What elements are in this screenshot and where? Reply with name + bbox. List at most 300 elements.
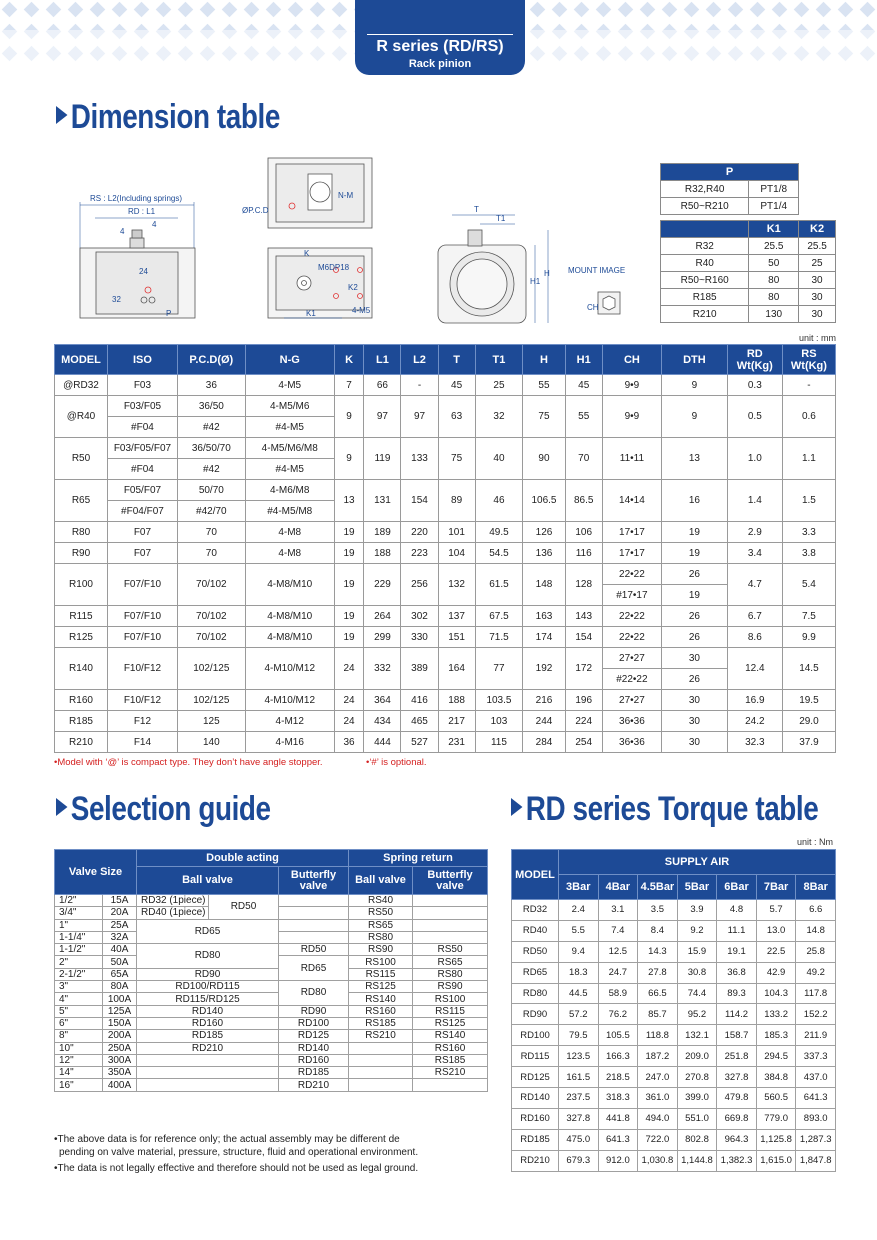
dimension-cell: R185 — [55, 711, 108, 732]
dimension-cell: #F04 — [107, 417, 177, 438]
dimension-cell: #4-M5/M8 — [245, 501, 334, 522]
dimension-cell: 3.8 — [782, 543, 835, 564]
torque-value-cell: 114.2 — [717, 1004, 757, 1025]
dimension-cell: 217 — [438, 711, 475, 732]
dimension-cell: 189 — [364, 522, 401, 543]
torque-value-cell: 6.6 — [796, 900, 836, 921]
dim-header: RS Wt(Kg) — [782, 345, 835, 375]
dimension-cell: 332 — [364, 648, 401, 690]
torque-value-cell: 3.1 — [598, 900, 638, 921]
dimension-row — [55, 480, 836, 501]
torque-row — [512, 1150, 836, 1171]
dimension-cell: 264 — [364, 606, 401, 627]
dimension-cell: 19 — [662, 585, 728, 606]
torque-value-cell: 166.3 — [598, 1046, 638, 1067]
dimension-cell: 40 — [475, 438, 523, 480]
dimension-cell: 527 — [401, 732, 438, 753]
dimension-cell: 16.9 — [727, 690, 782, 711]
dimension-cell: 26 — [662, 669, 728, 690]
torque-value-cell: 399.0 — [677, 1088, 717, 1109]
dimension-cell: #22•22 — [602, 669, 661, 690]
dimension-cell: 364 — [364, 690, 401, 711]
dimension-cell: 36 — [334, 732, 364, 753]
torque-row — [512, 920, 836, 941]
dimension-cell: #F04/F07 — [107, 501, 177, 522]
torque-value-cell: 14.8 — [796, 920, 836, 941]
label-k1: K1 — [306, 309, 316, 318]
dimension-cell: 90 — [523, 438, 565, 480]
dimension-cell: 29.0 — [782, 711, 835, 732]
torque-value-cell: 11.1 — [717, 920, 757, 941]
series-title: R series (RD/RS) — [376, 38, 504, 55]
k-header: K2 — [799, 221, 836, 238]
dimension-cell: 66 — [364, 375, 401, 396]
torque-value-cell: 95.2 — [677, 1004, 717, 1025]
dimension-cell: 216 — [523, 690, 565, 711]
dimension-row — [55, 690, 836, 711]
torque-value-cell: 327.8 — [559, 1108, 599, 1129]
dimension-cell: 4-M8 — [245, 522, 334, 543]
dimension-cell: 86.5 — [565, 480, 602, 522]
torque-value-cell: 85.7 — [638, 1004, 678, 1025]
label-rs-l2: RS : L2(Including springs) — [90, 194, 183, 203]
dimension-cell: 188 — [438, 690, 475, 711]
torque-value-cell: 4.8 — [717, 900, 757, 921]
dimension-cell: 137 — [438, 606, 475, 627]
triangle-bullet-icon — [511, 798, 522, 816]
dimension-cell: 1.1 — [782, 438, 835, 480]
note-compact: •Model with ‘@’ is compact type. They don’t have angle stopper. — [54, 757, 323, 768]
dimension-row — [55, 375, 836, 396]
torque-value-cell: 9.4 — [559, 941, 599, 962]
dimension-cell: 26 — [662, 564, 728, 585]
bar-header: 4Bar — [598, 875, 638, 900]
dimension-cell: 75 — [523, 396, 565, 438]
torque-value-cell: 24.7 — [598, 962, 638, 983]
dimension-cell: 77 — [475, 648, 523, 690]
label-t1: T1 — [496, 214, 506, 223]
dimension-heading — [56, 98, 280, 137]
torque-model-header: MODEL — [512, 850, 559, 900]
dimension-cell: 17•17 — [602, 543, 661, 564]
torque-model-cell: RD115 — [512, 1046, 559, 1067]
dimension-cell: 154 — [565, 627, 602, 648]
label-h: H — [544, 269, 550, 278]
dimension-cell: 224 — [565, 711, 602, 732]
dimension-cell: 22•22 — [602, 627, 661, 648]
dimension-cell: 19 — [334, 606, 364, 627]
torque-value-cell: 209.0 — [677, 1046, 717, 1067]
torque-value-cell: 1,030.8 — [638, 1150, 678, 1171]
dimension-cell: R115 — [55, 606, 108, 627]
label-k: K — [304, 249, 310, 258]
dimension-cell: 19 — [662, 522, 728, 543]
dimension-cell: 24 — [334, 648, 364, 690]
dimension-cell: 9 — [334, 396, 364, 438]
dimension-cell: 465 — [401, 711, 438, 732]
dimension-row — [55, 522, 836, 543]
dimension-cell: R100 — [55, 564, 108, 606]
dimension-cell: 103.5 — [475, 690, 523, 711]
dim-header: K — [334, 345, 364, 375]
torque-value-cell: 1,125.8 — [756, 1129, 796, 1150]
label-h1: H1 — [530, 277, 541, 286]
butterfly-valve-header: Butterfly valve — [413, 867, 488, 895]
torque-value-cell: 1,847.8 — [796, 1150, 836, 1171]
bar-header: 3Bar — [559, 875, 599, 900]
torque-value-cell: 58.9 — [598, 983, 638, 1004]
dimension-cell: 36•36 — [602, 711, 661, 732]
dimension-cell: 4-M5 — [245, 375, 334, 396]
dimension-cell: 46 — [475, 480, 523, 522]
dimension-cell: 12.4 — [727, 648, 782, 690]
dimension-cell: F07/F10 — [107, 564, 177, 606]
dimension-cell: 26 — [662, 627, 728, 648]
dimension-cell: 302 — [401, 606, 438, 627]
dimension-cell: @R40 — [55, 396, 108, 438]
torque-model-cell: RD100 — [512, 1025, 559, 1046]
torque-value-cell: 802.8 — [677, 1129, 717, 1150]
dimension-cell: 13 — [662, 438, 728, 480]
torque-row — [512, 983, 836, 1004]
label-rd-l1: RD : L1 — [128, 207, 156, 216]
dimension-cell: 89 — [438, 480, 475, 522]
dimension-cell: 416 — [401, 690, 438, 711]
torque-value-cell: 42.9 — [756, 962, 796, 983]
dimension-cell: 9•9 — [602, 396, 661, 438]
label-p: P — [166, 309, 172, 318]
dim-header: T1 — [475, 345, 523, 375]
torque-value-cell: 133.2 — [756, 1004, 796, 1025]
dim-header: P.C.D(Ø) — [177, 345, 245, 375]
dimension-cell: 4-M6/M8 — [245, 480, 334, 501]
dimension-cell: 49.5 — [475, 522, 523, 543]
dimension-cell: 32 — [475, 396, 523, 438]
dimension-cell: 4-M8/M10 — [245, 606, 334, 627]
label-pcd: ØP.C.D — [242, 206, 269, 215]
dimension-cell: #42 — [177, 459, 245, 480]
torque-value-cell: 49.2 — [796, 962, 836, 983]
torque-value-cell: 8.4 — [638, 920, 678, 941]
dimension-cell: 30 — [662, 732, 728, 753]
bar-header: 5Bar — [677, 875, 717, 900]
torque-model-cell: RD50 — [512, 941, 559, 962]
torque-value-cell: 3.9 — [677, 900, 717, 921]
torque-value-cell: 118.8 — [638, 1025, 678, 1046]
dimension-cell: 63 — [438, 396, 475, 438]
torque-value-cell: 7.4 — [598, 920, 638, 941]
dimension-cell: - — [401, 375, 438, 396]
torque-value-cell: 384.8 — [756, 1067, 796, 1088]
torque-row — [512, 1088, 836, 1109]
dimension-cell: 132 — [438, 564, 475, 606]
dimension-cell: 45 — [565, 375, 602, 396]
dimension-cell: 1.4 — [727, 480, 782, 522]
dimension-cell: 54.5 — [475, 543, 523, 564]
p-k-table: P R32,R40 PT1/8 R50~R210 PT1/4 K1 K2 R32 25.5 25.5 R40 50 25 R50~R160 80 30 R185 80 30 R210 130 30 — [660, 163, 836, 323]
k-header: K1 — [749, 221, 799, 238]
dimension-cell: 13 — [334, 480, 364, 522]
dimension-cell: 4.7 — [727, 564, 782, 606]
triangle-bullet-icon — [56, 798, 67, 816]
dimension-cell: #4-M5 — [245, 459, 334, 480]
ball-valve-header: Ball valve — [349, 867, 413, 895]
torque-value-cell: 57.2 — [559, 1004, 599, 1025]
torque-value-cell: 132.1 — [677, 1025, 717, 1046]
dimension-cell: 6.7 — [727, 606, 782, 627]
dimension-cell: 0.6 — [782, 396, 835, 438]
torque-row — [512, 1046, 836, 1067]
selection-note-1a: •The above data is for reference only; the actual assembly may be different de — [54, 1134, 400, 1145]
bar-header: 4.5Bar — [638, 875, 678, 900]
dimension-cell: 4-M16 — [245, 732, 334, 753]
torque-value-cell: 641.3 — [598, 1129, 638, 1150]
torque-value-cell: 294.5 — [756, 1046, 796, 1067]
label-nm: N-M — [338, 191, 354, 200]
double-acting-header: Double acting — [137, 850, 349, 867]
dimension-cell: 188 — [364, 543, 401, 564]
dimension-cell: 11•11 — [602, 438, 661, 480]
dimension-cell: 71.5 — [475, 627, 523, 648]
selection-title: Selection guide — [70, 790, 271, 828]
dimension-cell: @RD32 — [55, 375, 108, 396]
torque-value-cell: 27.8 — [638, 962, 678, 983]
torque-row — [512, 900, 836, 921]
dimension-cell: 14•14 — [602, 480, 661, 522]
selection-heading — [56, 790, 271, 829]
dimension-cell: 37.9 — [782, 732, 835, 753]
p-cell: PT1/8 — [749, 181, 799, 198]
dimension-cell: 103 — [475, 711, 523, 732]
dimension-cell: 27•27 — [602, 648, 661, 669]
torque-value-cell: 158.7 — [717, 1025, 757, 1046]
dim-header: L2 — [401, 345, 438, 375]
torque-value-cell: 211.9 — [796, 1025, 836, 1046]
dim-header: DTH — [662, 345, 728, 375]
torque-value-cell: 3.5 — [638, 900, 678, 921]
dimension-cell: 220 — [401, 522, 438, 543]
dimension-cell: R90 — [55, 543, 108, 564]
label-4b: 4 — [152, 220, 157, 229]
bar-header: 8Bar — [796, 875, 836, 900]
dimension-cell: 70/102 — [177, 606, 245, 627]
torque-model-cell: RD80 — [512, 983, 559, 1004]
dimension-cell: 7 — [334, 375, 364, 396]
series-subtitle: Rack pinion — [408, 58, 472, 70]
dimension-cell: 4-M8 — [245, 543, 334, 564]
dimension-cell: 104 — [438, 543, 475, 564]
dimension-cell: 102/125 — [177, 690, 245, 711]
torque-value-cell: 475.0 — [559, 1129, 599, 1150]
dimension-cell: 192 — [523, 648, 565, 690]
dimension-cell: 5.4 — [782, 564, 835, 606]
torque-row — [512, 1004, 836, 1025]
torque-value-cell: 12.5 — [598, 941, 638, 962]
spring-return-header: Spring return — [349, 850, 488, 867]
torque-value-cell: 14.3 — [638, 941, 678, 962]
dimension-cell: R65 — [55, 480, 108, 522]
torque-value-cell: 44.5 — [559, 983, 599, 1004]
dimension-cell: F07 — [107, 522, 177, 543]
torque-value-cell: 964.3 — [717, 1129, 757, 1150]
torque-value-cell: 560.5 — [756, 1088, 796, 1109]
torque-value-cell: 1,144.8 — [677, 1150, 717, 1171]
dimension-row — [55, 627, 836, 648]
torque-row — [512, 941, 836, 962]
torque-value-cell: 270.8 — [677, 1067, 717, 1088]
dimension-cell: 330 — [401, 627, 438, 648]
torque-value-cell: 327.8 — [717, 1067, 757, 1088]
torque-value-cell: 74.4 — [677, 983, 717, 1004]
dimension-cell: 256 — [401, 564, 438, 606]
dim-header: H — [523, 345, 565, 375]
dimension-row — [55, 396, 836, 417]
torque-model-cell: RD90 — [512, 1004, 559, 1025]
dim-header: L1 — [364, 345, 401, 375]
dimension-cell: 55 — [565, 396, 602, 438]
dimension-cell: 19.5 — [782, 690, 835, 711]
label-m6dp18: M6DP18 — [318, 263, 350, 272]
dimension-cell: F03/F05/F07 — [107, 438, 177, 459]
torque-value-cell: 318.3 — [598, 1088, 638, 1109]
torque-title: RD series Torque table — [525, 790, 819, 828]
torque-value-cell: 361.0 — [638, 1088, 678, 1109]
dimension-cell: 9•9 — [602, 375, 661, 396]
dimension-row — [55, 543, 836, 564]
dimension-cell: 22•22 — [602, 564, 661, 585]
torque-model-cell: RD140 — [512, 1088, 559, 1109]
torque-value-cell: 22.5 — [756, 941, 796, 962]
torque-row — [512, 1108, 836, 1129]
dimension-cell: 9.9 — [782, 627, 835, 648]
dimension-cell: 128 — [565, 564, 602, 606]
torque-value-cell: 25.8 — [796, 941, 836, 962]
dimension-cell: - — [782, 375, 835, 396]
dimension-cell: 116 — [565, 543, 602, 564]
dimension-cell: 126 — [523, 522, 565, 543]
torque-value-cell: 337.3 — [796, 1046, 836, 1067]
torque-model-cell: RD32 — [512, 900, 559, 921]
dimension-row — [55, 711, 836, 732]
dimension-cell: 115 — [475, 732, 523, 753]
dimension-cell: 3.3 — [782, 522, 835, 543]
dimension-cell: F05/F07 — [107, 480, 177, 501]
dimension-row — [55, 438, 836, 459]
torque-value-cell: 161.5 — [559, 1067, 599, 1088]
dimension-cell: 36•36 — [602, 732, 661, 753]
dimension-cell: 164 — [438, 648, 475, 690]
label-4a: 4 — [120, 227, 125, 236]
dim-header: N-G — [245, 345, 334, 375]
selection-note-1b: pending on valve material, pressure, structure, fluid and operational environment. — [59, 1147, 419, 1158]
label-ch: CH — [587, 303, 599, 312]
torque-value-cell: 5.5 — [559, 920, 599, 941]
torque-value-cell: 117.8 — [796, 983, 836, 1004]
p-cell: R50~R210 — [661, 198, 749, 215]
dimension-cell: 70/102 — [177, 627, 245, 648]
torque-row — [512, 1025, 836, 1046]
label-mount-image: MOUNT IMAGE — [568, 266, 626, 275]
torque-value-cell: 89.3 — [717, 983, 757, 1004]
torque-value-cell: 437.0 — [796, 1067, 836, 1088]
dimension-cell: 19 — [334, 627, 364, 648]
dimension-cell: 4-M8/M10 — [245, 564, 334, 606]
dimension-cell: F03/F05 — [107, 396, 177, 417]
torque-model-cell: RD210 — [512, 1150, 559, 1171]
dimension-row — [55, 606, 836, 627]
dimension-cell: 101 — [438, 522, 475, 543]
top-view-drawing — [268, 158, 372, 228]
dimension-cell: 163 — [523, 606, 565, 627]
k-header — [661, 221, 749, 238]
dimension-cell: R125 — [55, 627, 108, 648]
torque-value-cell: 1,287.3 — [796, 1129, 836, 1150]
supply-air-header: SUPPLY AIR — [559, 850, 836, 875]
dim-header: H1 — [565, 345, 602, 375]
torque-value-cell: 779.0 — [756, 1108, 796, 1129]
dimension-cell: 30 — [662, 690, 728, 711]
dimension-cell: 434 — [364, 711, 401, 732]
torque-value-cell: 669.8 — [717, 1108, 757, 1129]
dimension-cell: #4-M5 — [245, 417, 334, 438]
torque-value-cell: 5.7 — [756, 900, 796, 921]
dimension-cell: F07/F10 — [107, 627, 177, 648]
dimension-cell: 32.3 — [727, 732, 782, 753]
torque-value-cell: 247.0 — [638, 1067, 678, 1088]
torque-value-cell: 2.4 — [559, 900, 599, 921]
dimension-cell: R210 — [55, 732, 108, 753]
dimension-cell: 17•17 — [602, 522, 661, 543]
dimension-cell: 70 — [177, 522, 245, 543]
torque-row — [512, 1067, 836, 1088]
dimension-cell: R140 — [55, 648, 108, 690]
torque-value-cell: 185.3 — [756, 1025, 796, 1046]
torque-value-cell: 679.3 — [559, 1150, 599, 1171]
dimension-cell: 0.5 — [727, 396, 782, 438]
selection-table: Valve Size Double acting Spring return Ball valve Butterfly valve Ball valve Butterfly valve 1/2" 15A RD32 (1piece) RD50 RS40 3/4" 20A RD40 (1piece) RS50 1" 25A RD65 RS65 1-1/4" 32A RS80 1-1/2" 40A RD80 RD50 RS90 RS50 2" 50A RD65 RS100 RS65 2-1/2" 65A RD90 RS115 RS80 3" 80A RD100/RD115 RD80 RS125 RS90 4" 100A RD115/RD125 RS140 RS100 5" 125A RD140 RD90 RS160 RS115 6" 150A RD160 RD100 RS185 RS125 8" 200A RD185 RD125 RS210 RS140 10" 250A RD210 RD140 RS160 12" 300A RD160 RS185 14" 350A RD185 RS210 16" 400A RD210 — [54, 849, 488, 1092]
dimension-cell: 70/102 — [177, 564, 245, 606]
dimension-cell: 1.0 — [727, 438, 782, 480]
dimension-cell: F14 — [107, 732, 177, 753]
selection-note-2: •The data is not legally effective and therefore should not be used as legal ground. — [54, 1163, 419, 1174]
dimension-cell: R80 — [55, 522, 108, 543]
torque-row — [512, 962, 836, 983]
dimension-cell: 0.3 — [727, 375, 782, 396]
dimension-cell: 36 — [177, 375, 245, 396]
dimension-cell: R50 — [55, 438, 108, 480]
dimension-cell: F03 — [107, 375, 177, 396]
dimension-cell: F10/F12 — [107, 690, 177, 711]
dimension-cell: 19 — [334, 543, 364, 564]
torque-value-cell: 641.3 — [796, 1088, 836, 1109]
torque-value-cell: 912.0 — [598, 1150, 638, 1171]
dimension-cell: 4-M10/M12 — [245, 648, 334, 690]
dimension-cell: 1.5 — [782, 480, 835, 522]
dimension-cell: 4-M10/M12 — [245, 690, 334, 711]
torque-value-cell: 30.8 — [677, 962, 717, 983]
torque-value-cell: 187.2 — [638, 1046, 678, 1067]
dimension-row — [55, 732, 836, 753]
p-cell: PT1/4 — [749, 198, 799, 215]
dimension-cell: 25 — [475, 375, 523, 396]
dimension-cell: 19 — [334, 564, 364, 606]
torque-value-cell: 104.3 — [756, 983, 796, 1004]
dimension-cell: 8.6 — [727, 627, 782, 648]
dimension-cell: 30 — [662, 648, 728, 669]
torque-value-cell: 152.2 — [796, 1004, 836, 1025]
dimension-cell: 45 — [438, 375, 475, 396]
torque-row — [512, 1129, 836, 1150]
